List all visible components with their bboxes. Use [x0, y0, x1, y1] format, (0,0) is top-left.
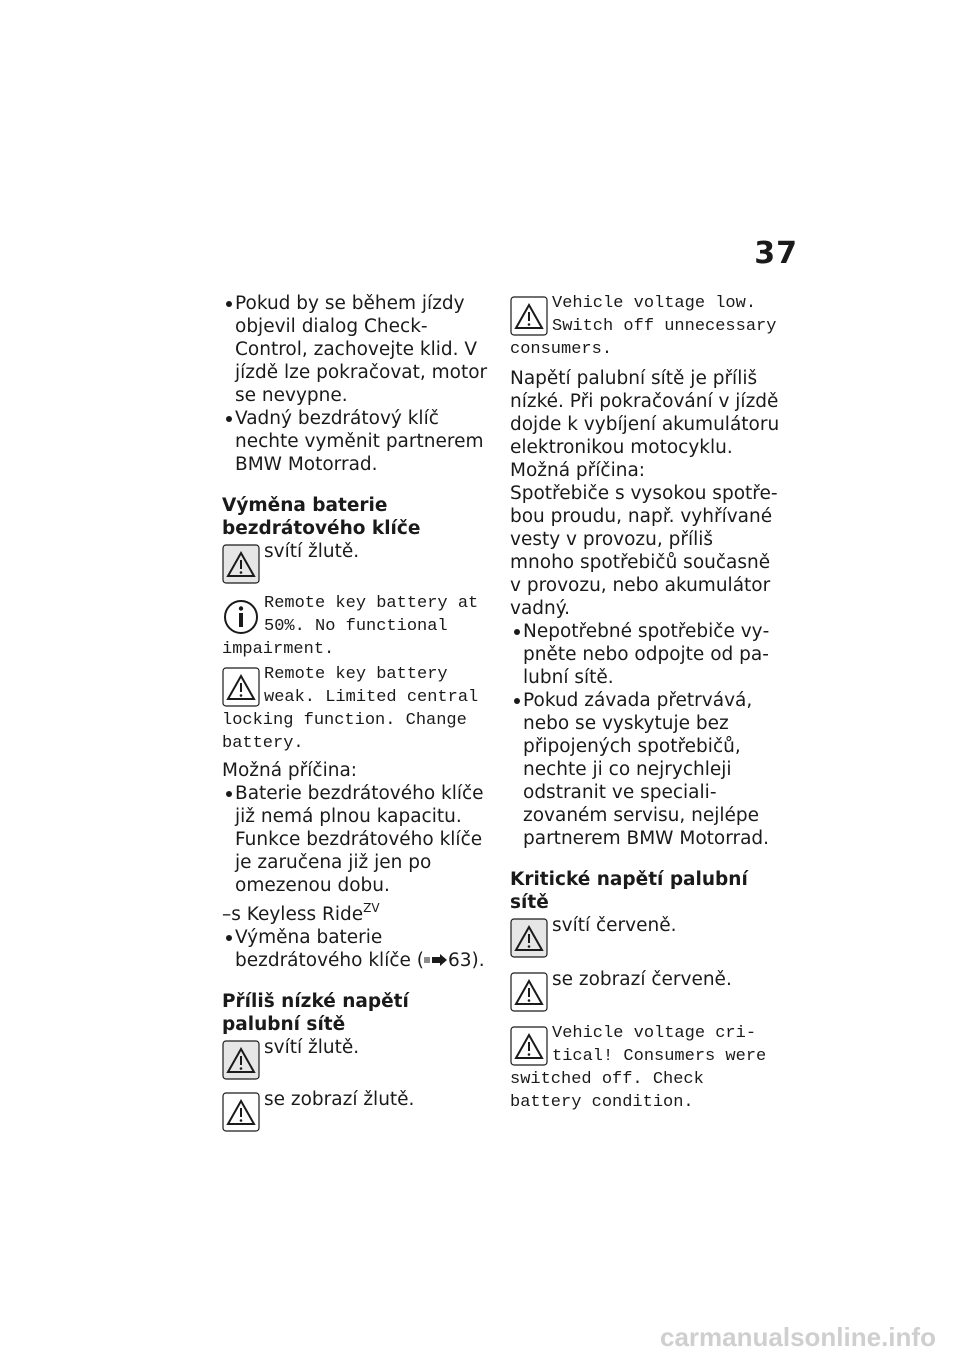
voltage-low-description: Napětí palubní sítě je příliš nízké. Při pokračování v jízdě dojde k vybíjení akumulátoru elektronikou motocyklu. [510, 368, 780, 458]
warning-triangle-icon [222, 1092, 260, 1132]
warning-triangle-icon [510, 296, 548, 336]
heading-voltage-low: Příliš nízké napětí palubní sítě [222, 991, 409, 1035]
warning-triangle-icon [222, 667, 260, 707]
warning-light-icon [222, 544, 260, 584]
bullet-stay-calm: Pokud by se během jízdy objevil dialog Check-Control, zachovejte klid. V jízdě lze pokračovat, motor se nevypne. [222, 292, 490, 407]
message-key-battery-weak: Remote key battery weak. Limited central locking function. Change battery. [222, 665, 479, 753]
possible-cause-label: Možná příčina: [510, 460, 646, 481]
warning-triangle-icon [510, 972, 548, 1012]
voltage-yellow-light: svítí žlutě. [222, 1036, 490, 1082]
page-number: 37 [754, 236, 798, 271]
message-key-battery-50: Remote key battery at 50%. No functional impairment. [222, 594, 479, 659]
watermark: carmanualsonline.info [660, 1322, 936, 1352]
voltage-red-display: se zobrazí červeně. [510, 968, 780, 1014]
page-reference-arrow-icon [424, 953, 448, 967]
bullet-contact-service: Pokud závada přetrvává, nebo se vyskytuje bez připojených spotřebičů, nechte ji co nejrychleji odstranit ve specializovaném servisu, nejlépe partnerem BMW Motorrad. [510, 689, 780, 850]
possible-cause-label: Možná příčina: [222, 760, 358, 781]
bullet-replace-battery: Výměna baterie bezdrátového klíče ( 63). [222, 926, 490, 972]
bullet-replace-key: Vadný bezdrátový klíč nechte vyměnit partnerem BMW Motorrad. [222, 407, 490, 476]
message-voltage-critical: Vehicle voltage critical! Consumers were switched off. Check battery condition. [510, 1024, 767, 1112]
page-reference-link[interactable]: 63 [448, 950, 472, 971]
voltage-red-light: svítí červeně. [510, 914, 780, 960]
warning-light-icon [510, 918, 548, 958]
bullet-disconnect-consumers: Nepotřebné spotřebiče vypněte nebo odpojte od palubní sítě. [510, 620, 780, 689]
warning-light-icon [222, 1040, 260, 1080]
keyless-ride-note: –s Keyless Ride$^{ZV}$ [222, 901, 380, 925]
heading-voltage-critical: Kritické napětí palubní sítě [510, 869, 748, 913]
left-column [222, 292, 490, 1134]
right-column [510, 292, 780, 1114]
key-battery-yellow-light: svítí žlutě. [222, 540, 490, 586]
cause-description: Spotřebiče s vysokou spotřebou proudu, např. vyhřívané vesty v provozu, příliš mnoho spotřebičů současně v provozu, nebo akumulátor vadný. [510, 483, 778, 619]
voltage-yellow-display: se zobrazí žlutě. [222, 1088, 490, 1134]
warning-triangle-icon [510, 1026, 548, 1066]
info-icon [222, 596, 260, 636]
bullet-battery-capacity: Baterie bezdrátového klíče již nemá plnou kapacitu. Funkce bezdrátového klíče je zaručena již jen po omezenou dobu. [222, 782, 490, 897]
message-voltage-low: Vehicle voltage low. Switch off unnecessary consumers. [510, 294, 777, 359]
heading-key-battery: Výměna baterie bezdrátového klíče [222, 495, 421, 539]
